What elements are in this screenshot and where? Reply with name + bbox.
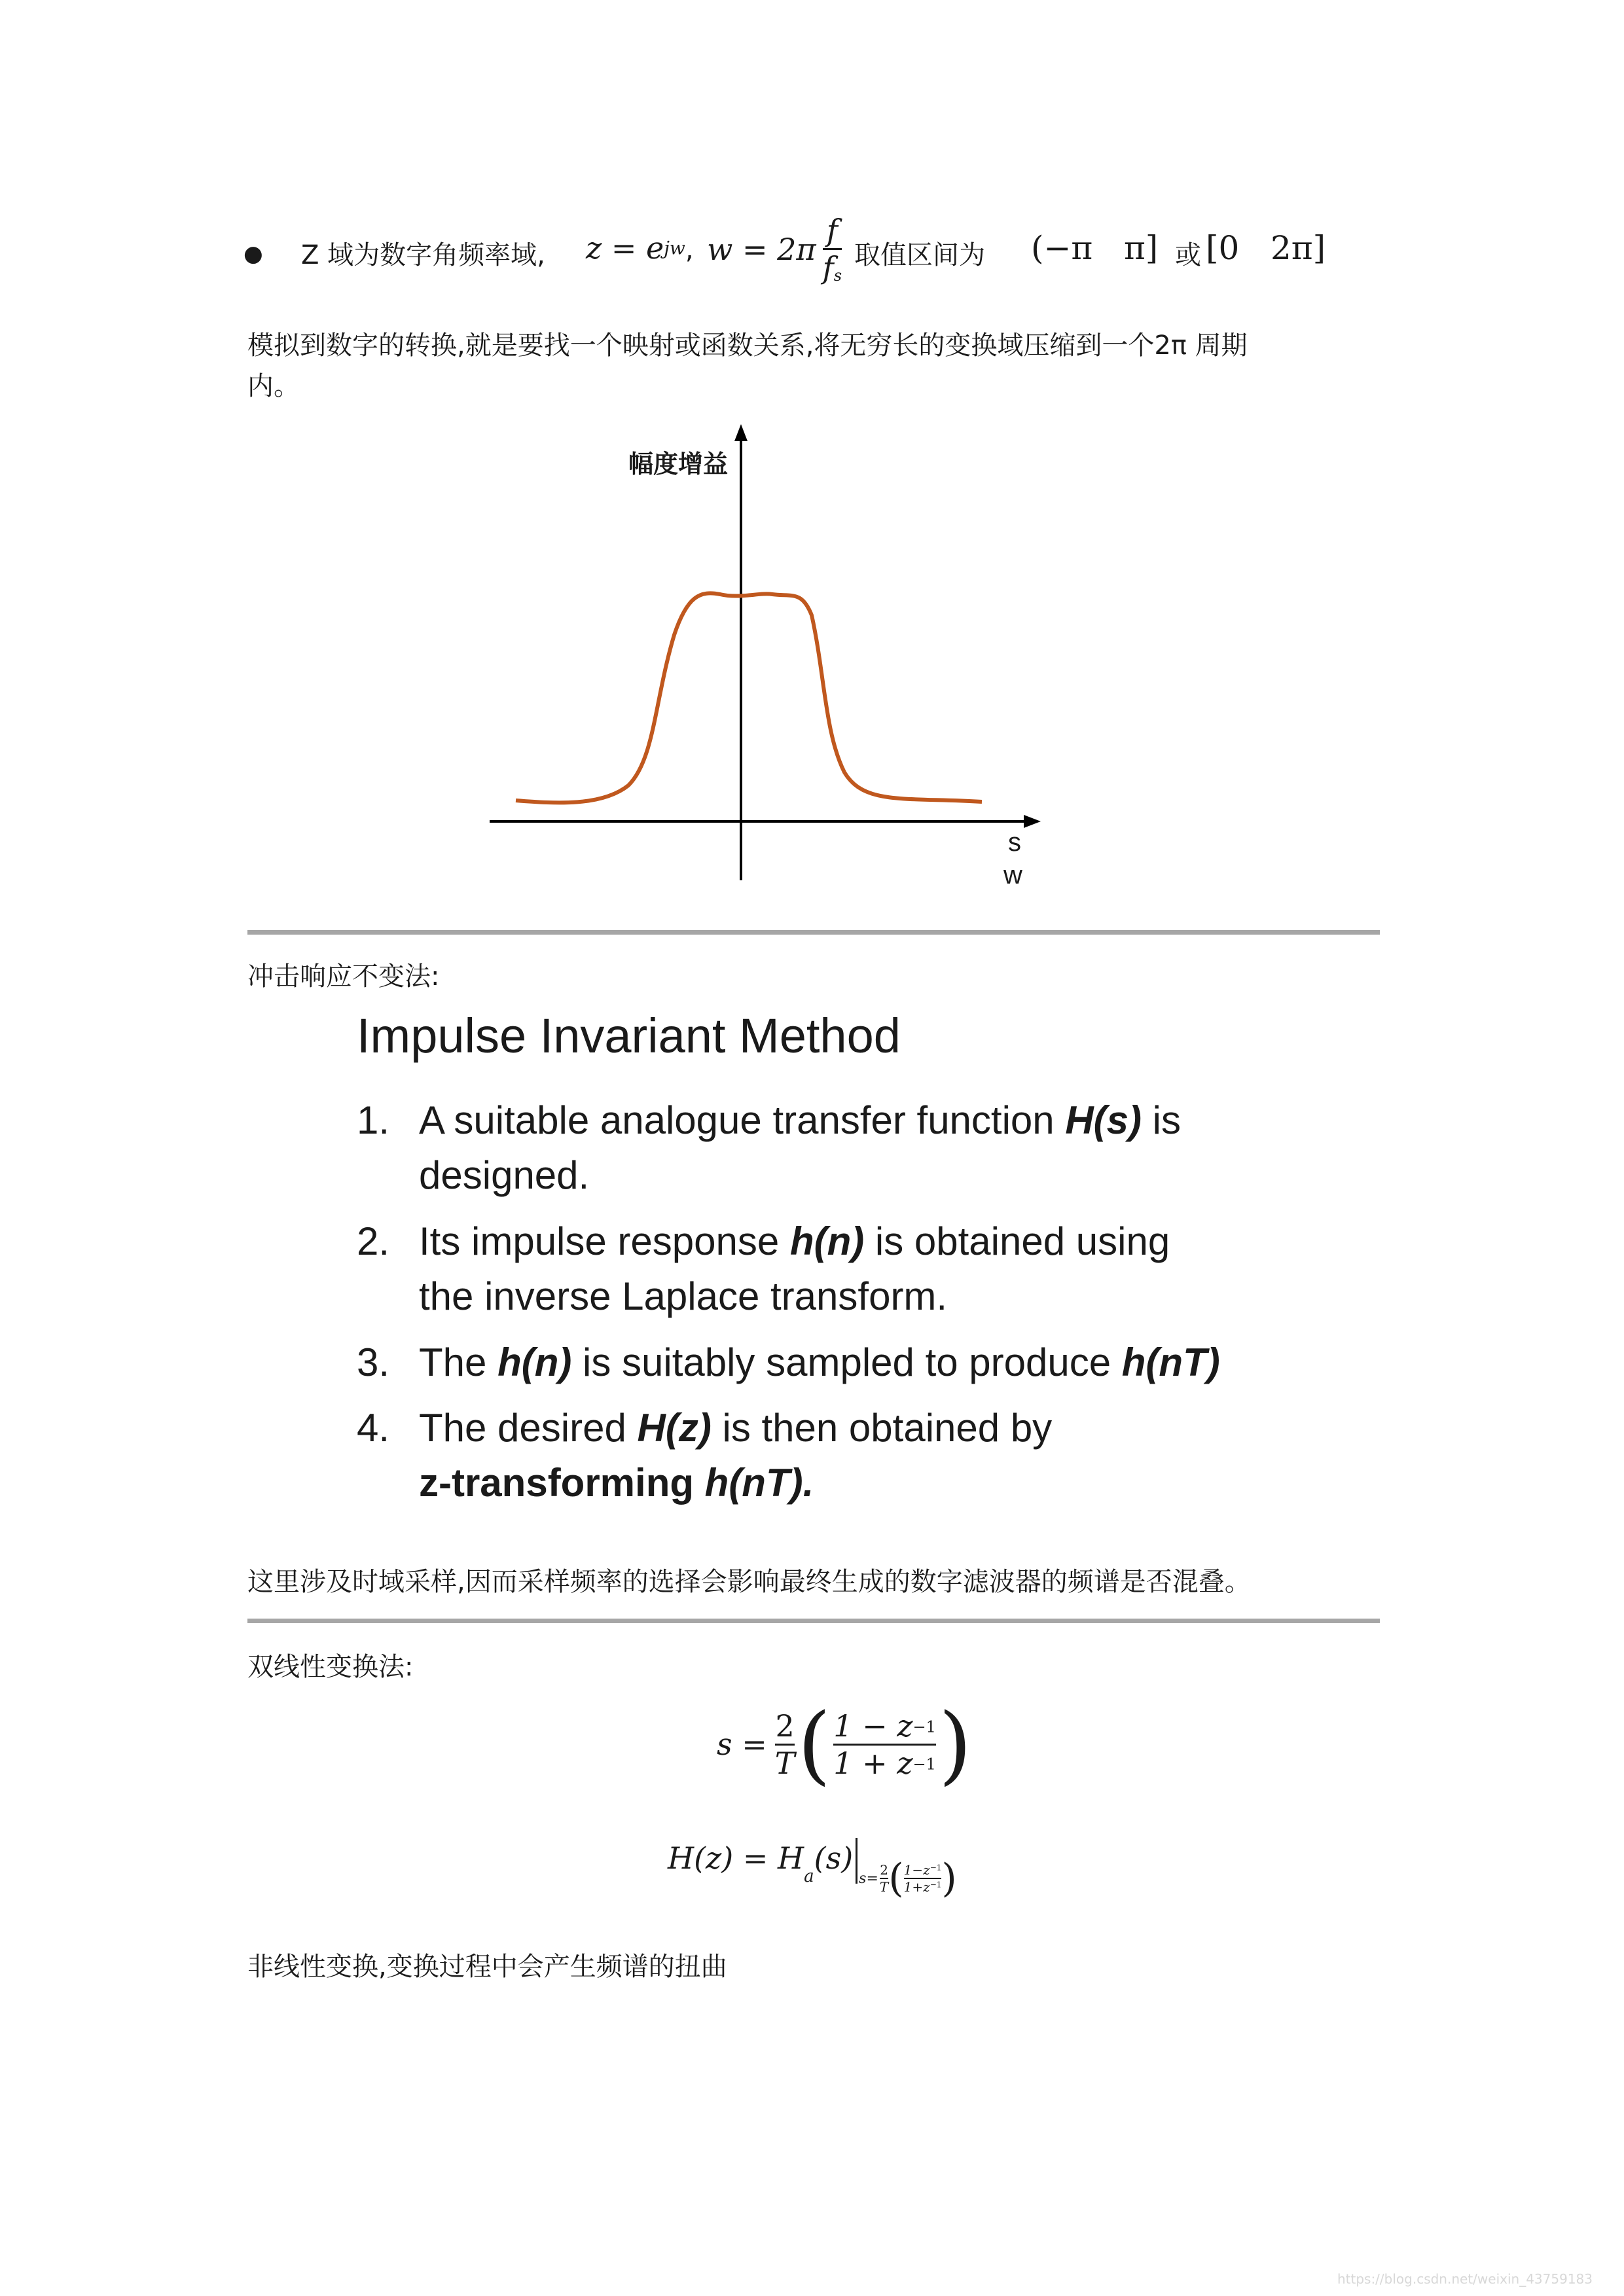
bilinear-heading: 双线性变换法: (247, 1652, 414, 1682)
x-axis-label-s: s (1008, 828, 1021, 857)
watermark: https://blog.csdn.net/weixin_43759183 (1337, 2271, 1593, 2287)
mapping-paragraph-cont: 内。 (247, 371, 300, 401)
nonlinear-note: 非线性变换,变换过程中会产生频谱的扭曲 (247, 1952, 727, 1982)
step-3: 3. The h(n) is suitably sampled to produce h(nT) (357, 1340, 1220, 1384)
w-equation: w = 2π $\frac{f}{f_s}$ (707, 213, 842, 285)
z-domain-label: Z 域为数字角频率域, (301, 240, 545, 270)
range-or: 或 (1175, 240, 1201, 270)
range-label: 取值区间为 (854, 240, 985, 270)
step-2: 2. Its impulse response h(n) is obtained using the inverse Laplace transform. (357, 1219, 1170, 1318)
impulse-heading: 冲击响应不变法: (247, 961, 440, 992)
range-interval-2: [0 2π] (1206, 229, 1326, 267)
bilinear-equation-h: H(z) = H a (s) s= $\frac{2}{T}$ ( $\frac{1-z^{-1}}{1+z^{-1}}$ ) (668, 1833, 957, 1898)
x-axis-label-w: w (1003, 861, 1022, 889)
frequency-response-figure (458, 419, 1074, 903)
step-1: 1. A suitable analogue transfer function H(s) is designed. (357, 1098, 1182, 1197)
y-axis-arrow (734, 424, 748, 441)
bullet-dot: ● (244, 241, 263, 267)
y-axis-label: 幅度增益 (628, 450, 729, 478)
range-interval-1: (−π π] (1031, 229, 1159, 267)
aliasing-note: 这里涉及时域采样,因而采样频率的选择会影响最终生成的数字滤波器的频谱是否混叠。 (247, 1567, 1251, 1597)
mapping-paragraph: 模拟到数字的转换,就是要找一个映射或函数关系,将无穷长的变换域压缩到一个2π 周期 (247, 331, 1248, 361)
z-equation: $z = e^{jw}$, (586, 230, 694, 266)
impulse-slide-title: Impulse Invariant Method (357, 1009, 901, 1063)
divider-1 (247, 930, 1380, 935)
step-4: 4. The desired H(z) is then obtained by z-transforming h(nT). (357, 1406, 1053, 1505)
bilinear-equation-s: s = $\frac{2}{T}$ ( $\frac{1 - z^{-1}}{1 + z^{-1}}$ ) (717, 1695, 972, 1794)
x-axis-arrow (1024, 815, 1041, 828)
divider-2 (247, 1619, 1380, 1623)
response-curve (516, 593, 982, 802)
